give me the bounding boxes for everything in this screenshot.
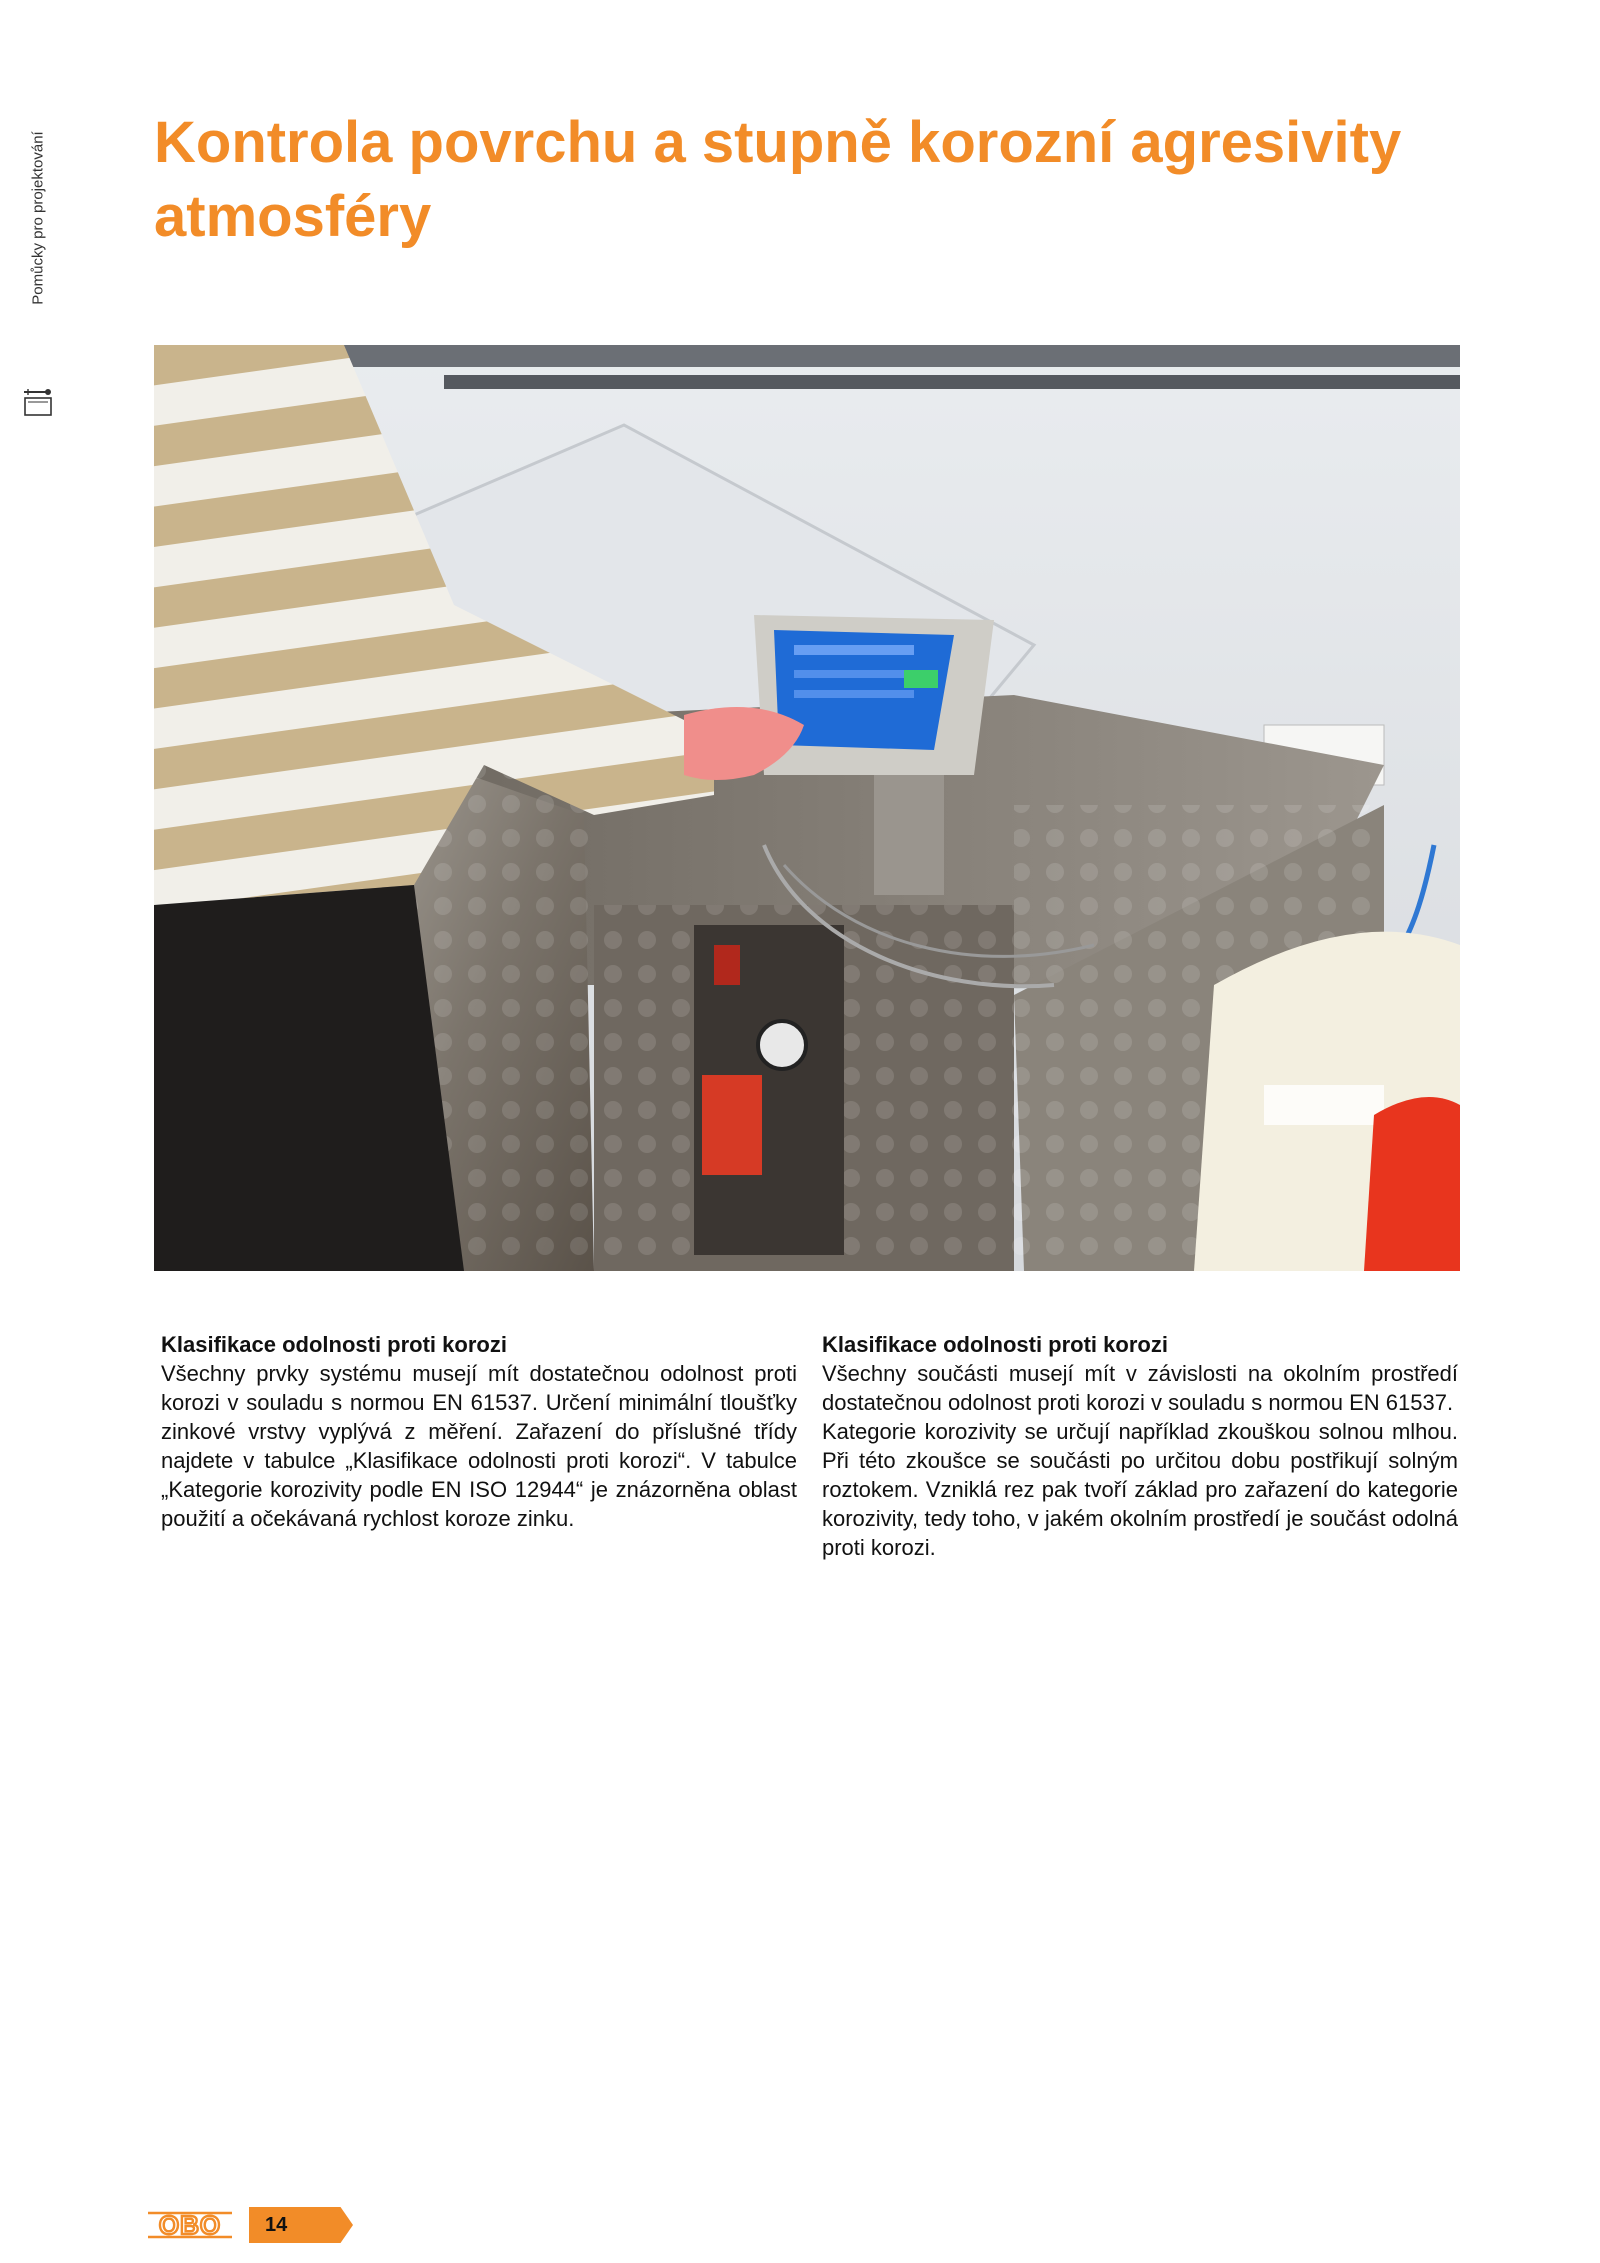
- column-paragraph: Všechny součásti musejí mít v závislosti na okolním prostředí dostatečnou odolnost proti korozi v souladu s normou EN 61537.: [822, 1361, 1458, 1415]
- column-heading: Klasifikace odolnosti proti korozi: [822, 1332, 1168, 1357]
- sidebar-label-text: Pomůcky pro projektování: [29, 131, 47, 305]
- salt-spray-test-photo: [154, 345, 1460, 1271]
- column-heading: Klasifikace odolnosti proti korozi: [161, 1332, 507, 1357]
- page-title: Kontrola povrchu a stupně korozní agresivity atmosféry: [154, 110, 1402, 249]
- svg-text:OBO: OBO: [158, 2210, 222, 2240]
- column-paragraph: Kategorie korozivity se určují například zkouškou solnou mlhou. Při této zkoušce se součásti po určitou dobu postřikují solným roztokem. Vzniklá rez pak tvoří základ pro zařazení do kategorie korozivity, tedy toho, v jakém okolním prostředí je součást odolná proti korozi.: [822, 1419, 1458, 1560]
- sidebar-label: [24, 112, 52, 324]
- column-right: [822, 1330, 1458, 1562]
- column-left: [161, 1330, 797, 1533]
- ruler-book-icon: [20, 384, 56, 420]
- obo-logo: [148, 2210, 232, 2240]
- page-number: 14: [265, 2214, 288, 2236]
- column-paragraph: Všechny prvky systému musejí mít dostatečnou odolnost proti korozi v souladu s normou EN 61537. Určení minimální tloušťky zinkové vrstvy vyplývá z měření. Zařazení do příslušné třídy najdete v tabulce „Klasifikace odolnosti proti korozi“. V tabulce „Kategorie korozivity podle EN ISO 12944“ je znázorněna oblast použití a očekávaná rychlost koroze zinku.: [161, 1361, 797, 1531]
